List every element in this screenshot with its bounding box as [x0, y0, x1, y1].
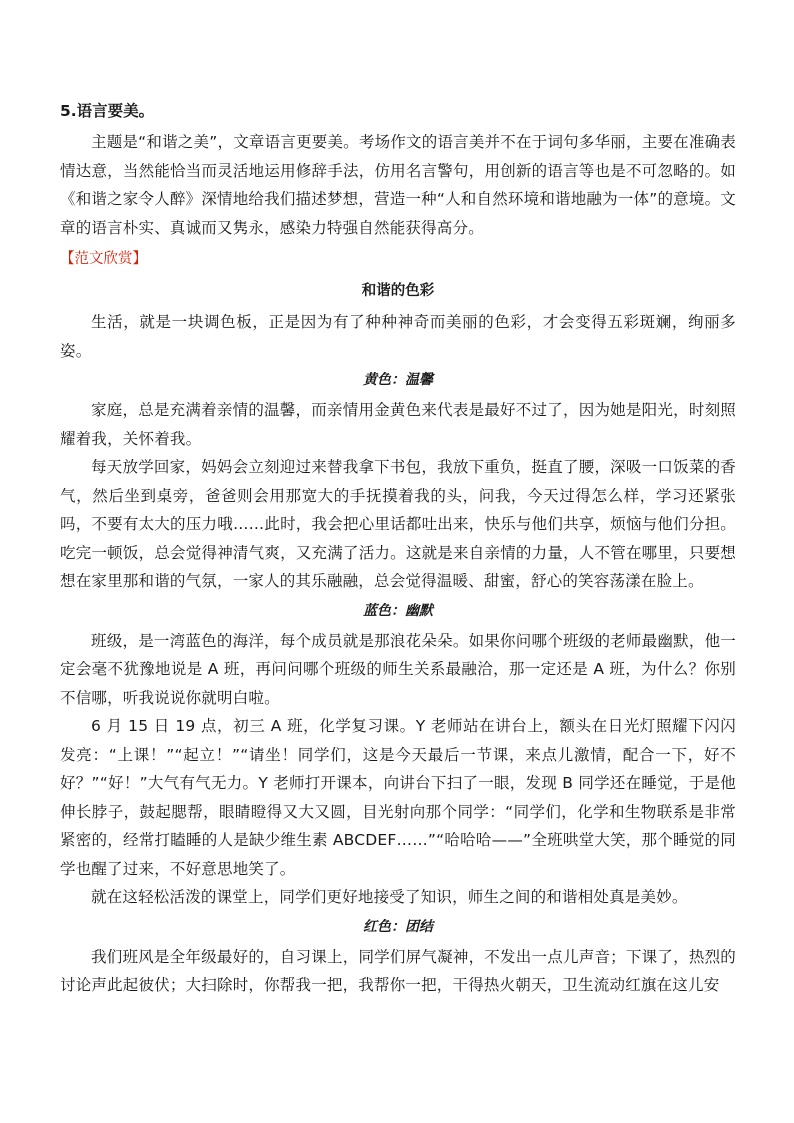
red-paragraph-1: 我们班风是全年级最好的，自习课上，同学们屏气凝神，不发出一点儿声音；下课了，热烈的讨论声此起彼伏；大扫除时，你帮我一把，我帮你一把，干得热火朝天，卫生流动红旗在这儿安: [60, 947, 736, 994]
subtitle-blue: 蓝色：幽默: [363, 602, 433, 619]
section-heading: 5.语言要美。: [60, 102, 155, 120]
blue-paragraph-1: 班级，是一湾蓝色的海洋，每个成员就是那浪花朵朵。如果你问哪个班级的老师最幽默，他一定会毫不犹豫地说是 A 班，再问问哪个班级的师生关系最融洽，那一定还是 A 班，为什么？你别不信哪，听我说说你就明白啦。: [60, 631, 736, 707]
essay-intro: 生活，就是一块调色板，正是因为有了种种神奇而美丽的色彩，才会变得五彩斑斓，绚丽多姿。: [60, 313, 736, 360]
subtitle-yellow: 黄色：温馨: [363, 372, 433, 388]
essay-title: 和谐的色彩: [361, 283, 435, 299]
blue-paragraph-3: 就在这轻松活泼的课堂上，同学们更好地接受了知识，师生之间的和谐相处真是美妙。: [91, 888, 688, 906]
blue-paragraph-2: 6 月 15 日 19 点，初三 A 班，化学复习课。Y 老师站在讲台上，额头在日光灯照耀下闪闪发亮：“上课！”“起立！”“请坐！同学们，这是今天最后一节课，来点儿激情，配合一下，好不好？”“好！”大气有气无力。Y 老师打开课本，向讲台下扫了一眼，发现 B 同学还在睡觉，于是他伸长脖子，鼓起腮帮，眼睛瞪得又大又圆，目光射向那个同学：“同学们，化学和生物联系是非常紧密的，经常打瞌睡的人是缺少维生素 ABCDEF……”“哈哈哈——”全班哄堂大笑，那个睡觉的同学也醒了过来，不好意思地笑了。: [60, 717, 736, 878]
section-paragraph: 主题是“和谐之美”，文章语言更要美。考场作文的语言美并不在于词句多华丽，主要在准确表情达意，当然能恰当而灵活地运用修辞手法，仿用名言警句，用创新的语言等也是不可忽略的。如《和谐之家令人醉》深情地给我们描述梦想，营造一种“人和自然环境和谐地融为一体”的意境。文章的语言朴实、真诚而又隽永，感染力特强自然能获得高分。: [60, 133, 736, 237]
yellow-paragraph-2: 每天放学回家，妈妈会立刻迎过来替我拿下书包，我放下重负，挺直了腰，深吸一口饭菜的香气，然后坐到桌旁，爸爸则会用那宽大的手抚摸着我的头，问我，今天过得怎么样，学习还紧张吗，不要有太大的压力哦……此时，我会把心里话都吐出来，快乐与他们共享，烦恼与他们分担。吃完一顿饭，总会觉得神清气爽，又充满了活力。这就是来自亲情的力量，人不管在哪里，只要想想在家里那和谐的气氛，一家人的其乐融融，总会觉得温暖、甜蜜，舒心的笑容荡漾在脸上。: [60, 458, 736, 590]
example-essay-tag: 【范文欣赏】: [60, 251, 147, 267]
yellow-paragraph-1: 家庭，总是充满着亲情的温馨，而亲情用金黄色来代表是最好不过了，因为她是阳光，时刻照耀着我，关怀着我。: [60, 401, 736, 448]
subtitle-red: 红色：团结: [363, 918, 433, 935]
